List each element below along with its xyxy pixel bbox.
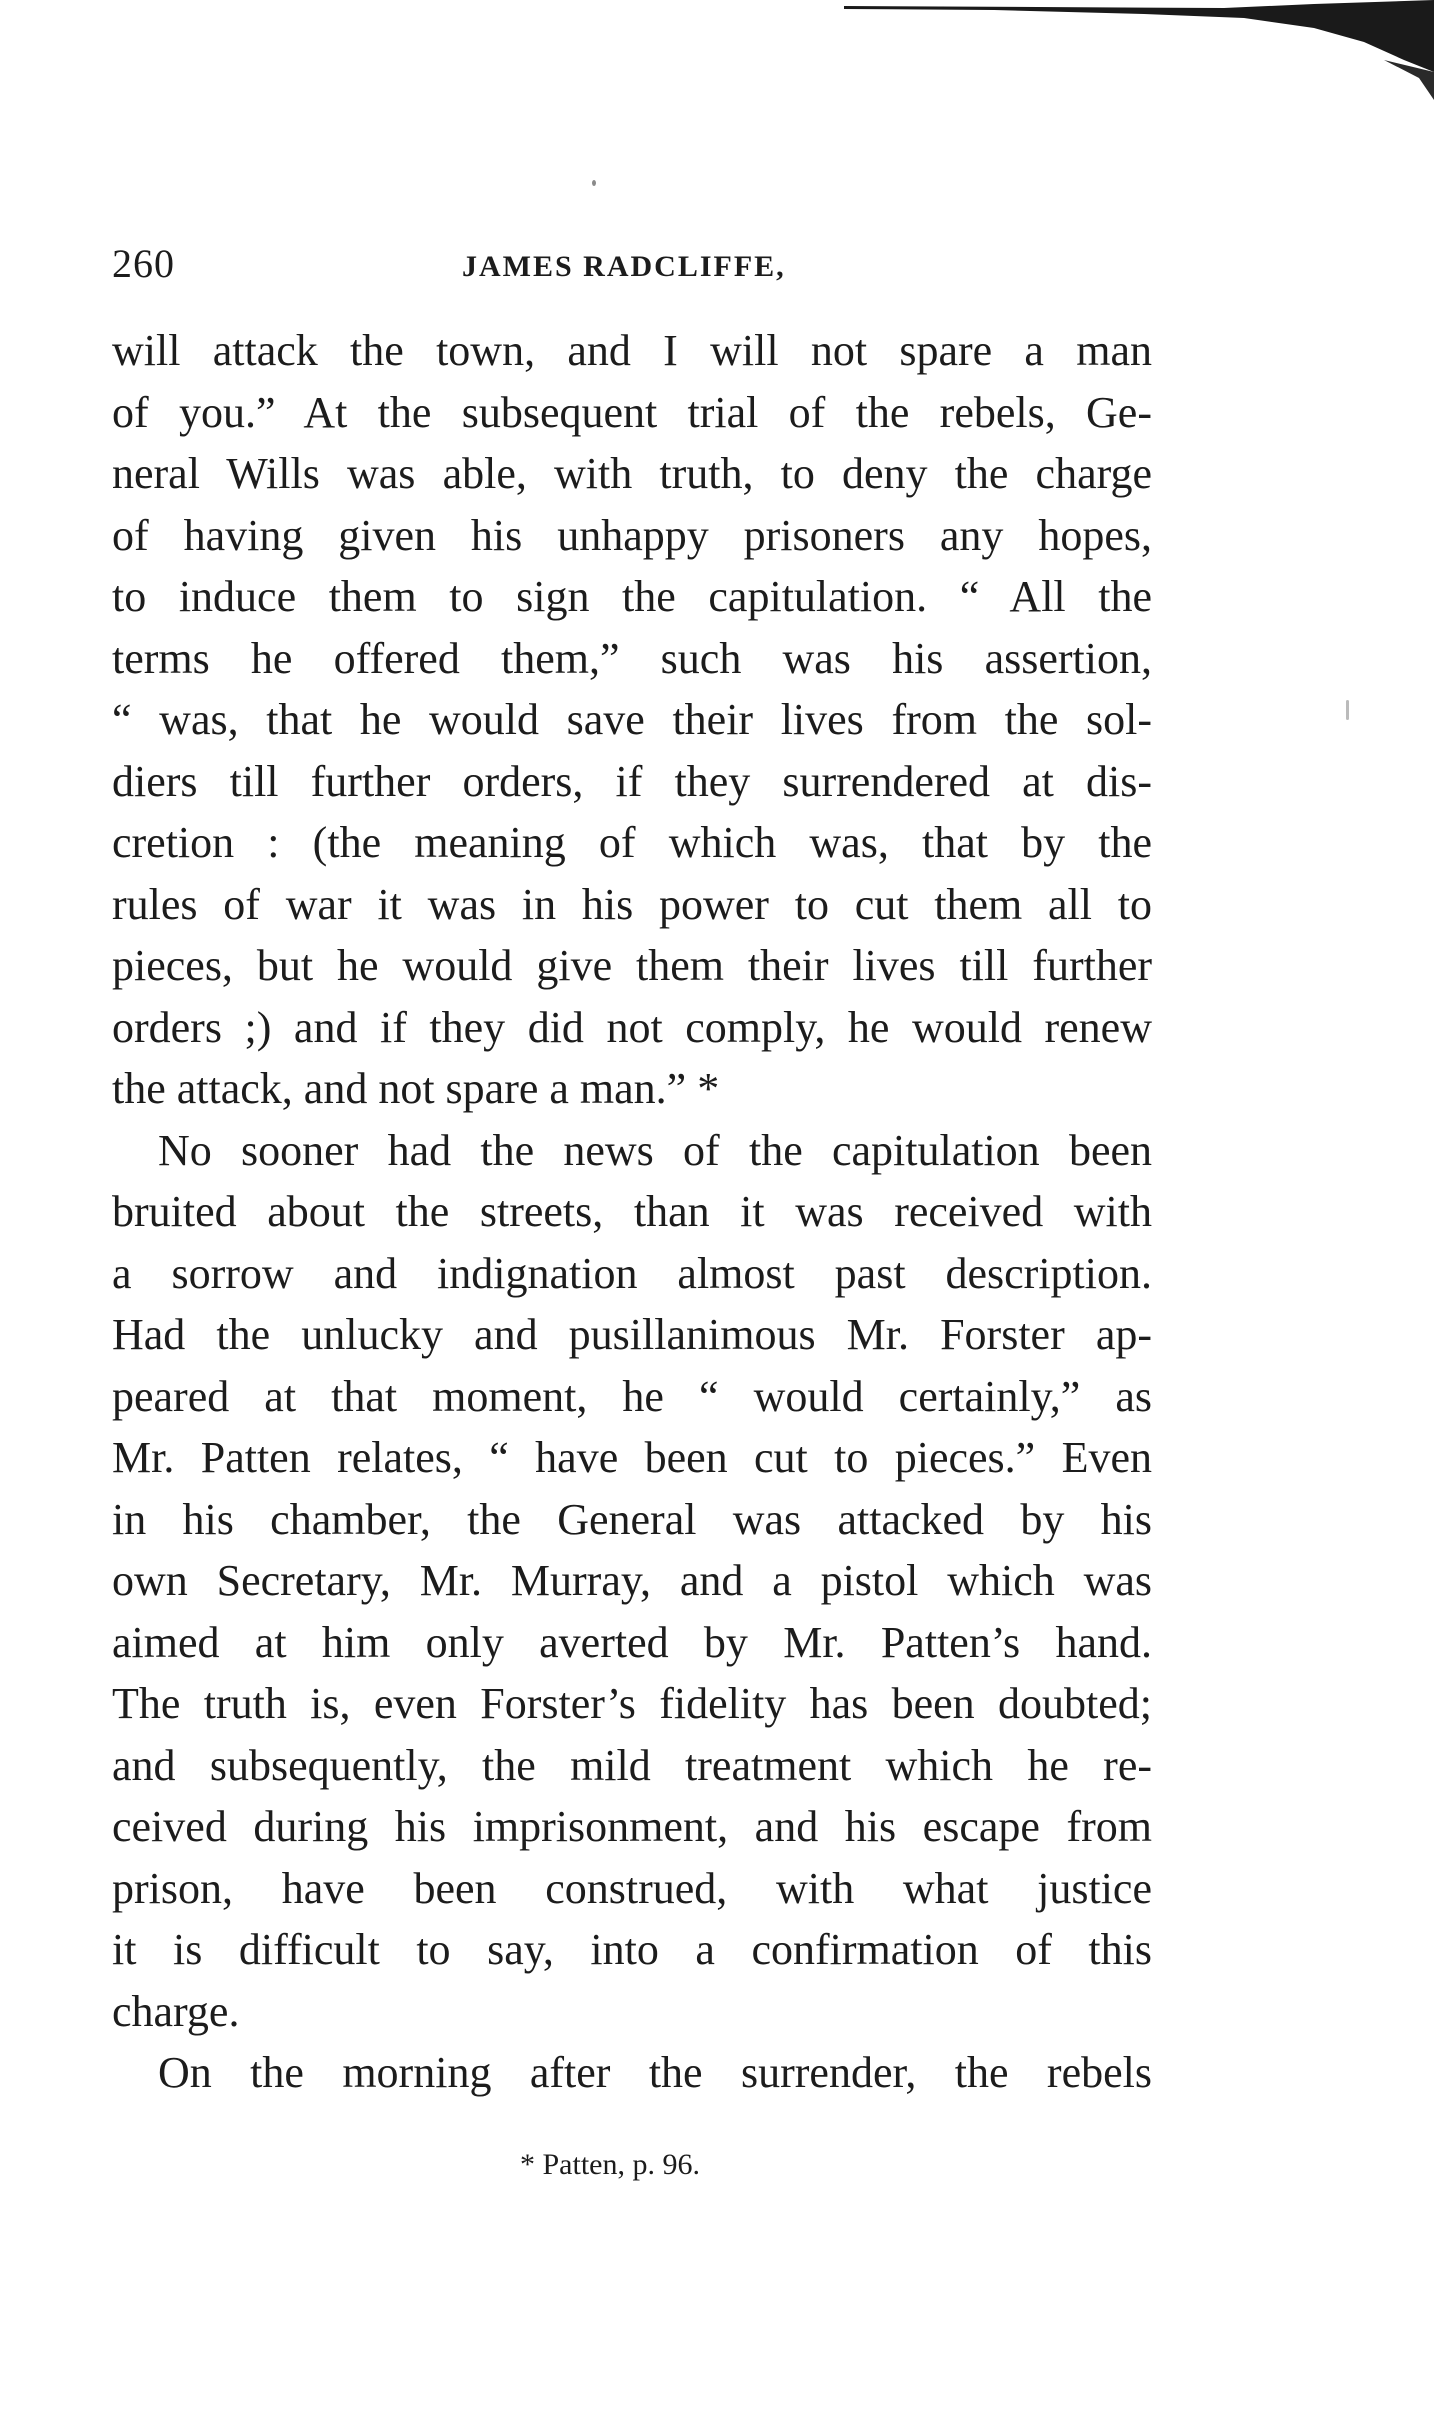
text-line: of you.” At the subsequent trial of the rebels, Ge-: [112, 387, 1152, 437]
text-line: cretion : (the meaning of which was, that by the: [112, 818, 1152, 867]
text-line: Mr. Patten relates, “ have been cut to pieces.” Even: [112, 1433, 1152, 1482]
text-line: orders ;) and if they did not comply, he would renew: [112, 1002, 1152, 1052]
text-line: of having given his unhappy prisoners any hopes,: [112, 510, 1152, 560]
scan-speck: [1346, 700, 1349, 720]
body-text: [112, 320, 1152, 2104]
paragraph-2: [112, 1120, 1152, 2043]
text-line: and subsequently, the mild treatment which he re-: [112, 1740, 1152, 1790]
text-line: neral Wills was able, with truth, to deny the charge: [112, 449, 1152, 498]
paragraph-1: [112, 320, 1152, 1120]
text-line: peared at that moment, he “ would certainly,” as: [112, 1371, 1152, 1421]
text-line: own Secretary, Mr. Murray, and a pistol which was: [112, 1556, 1152, 1605]
paragraph-3: [112, 2042, 1152, 2104]
text-line: charge.: [112, 1986, 240, 2036]
page-number: 260: [112, 241, 175, 286]
text-line: On the morning after the surrender, the rebels: [158, 2048, 1152, 2097]
text-line: rules of war it was in his power to cut them all to: [112, 879, 1152, 929]
text-line: bruited about the streets, than it was received with: [112, 1187, 1152, 1236]
text-line: prison, have been construed, with what justice: [112, 1863, 1152, 1913]
text-line: to induce them to sign the capitulation. “ All the: [112, 572, 1152, 621]
text-line: “ was, that he would save their lives from the sol-: [112, 695, 1152, 744]
running-head: JAMES RADCLIFFE,: [462, 250, 786, 283]
text-line: diers till further orders, if they surrendered at dis-: [112, 756, 1152, 806]
text-line: will attack the town, and I will not spare a man: [112, 326, 1152, 375]
footnote: * Patten, p. 96.: [520, 2148, 700, 2181]
text-line: Had the unlucky and pusillanimous Mr. Forster ap-: [112, 1310, 1152, 1359]
text-line: it is difficult to say, into a confirmation of this: [112, 1925, 1152, 1974]
text-line: The truth is, even Forster’s fidelity has been doubted;: [112, 1679, 1152, 1728]
scan-shadow-artifact: [844, 0, 1434, 110]
scan-speck: [592, 180, 596, 186]
text-line: ceived during his imprisonment, and his escape from: [112, 1802, 1152, 1851]
text-line: the attack, and not spare a man.” *: [112, 1064, 720, 1113]
text-line: No sooner had the news of the capitulation been: [158, 1125, 1152, 1175]
text-line: a sorrow and indignation almost past description.: [112, 1248, 1152, 1298]
page-header: [112, 240, 1142, 300]
text-line: aimed at him only averted by Mr. Patten’s hand.: [112, 1617, 1152, 1667]
text-line: in his chamber, the General was attacked by his: [112, 1494, 1152, 1544]
text-line: terms he offered them,” such was his assertion,: [112, 633, 1152, 683]
text-line: pieces, but he would give them their lives till further: [112, 941, 1152, 990]
